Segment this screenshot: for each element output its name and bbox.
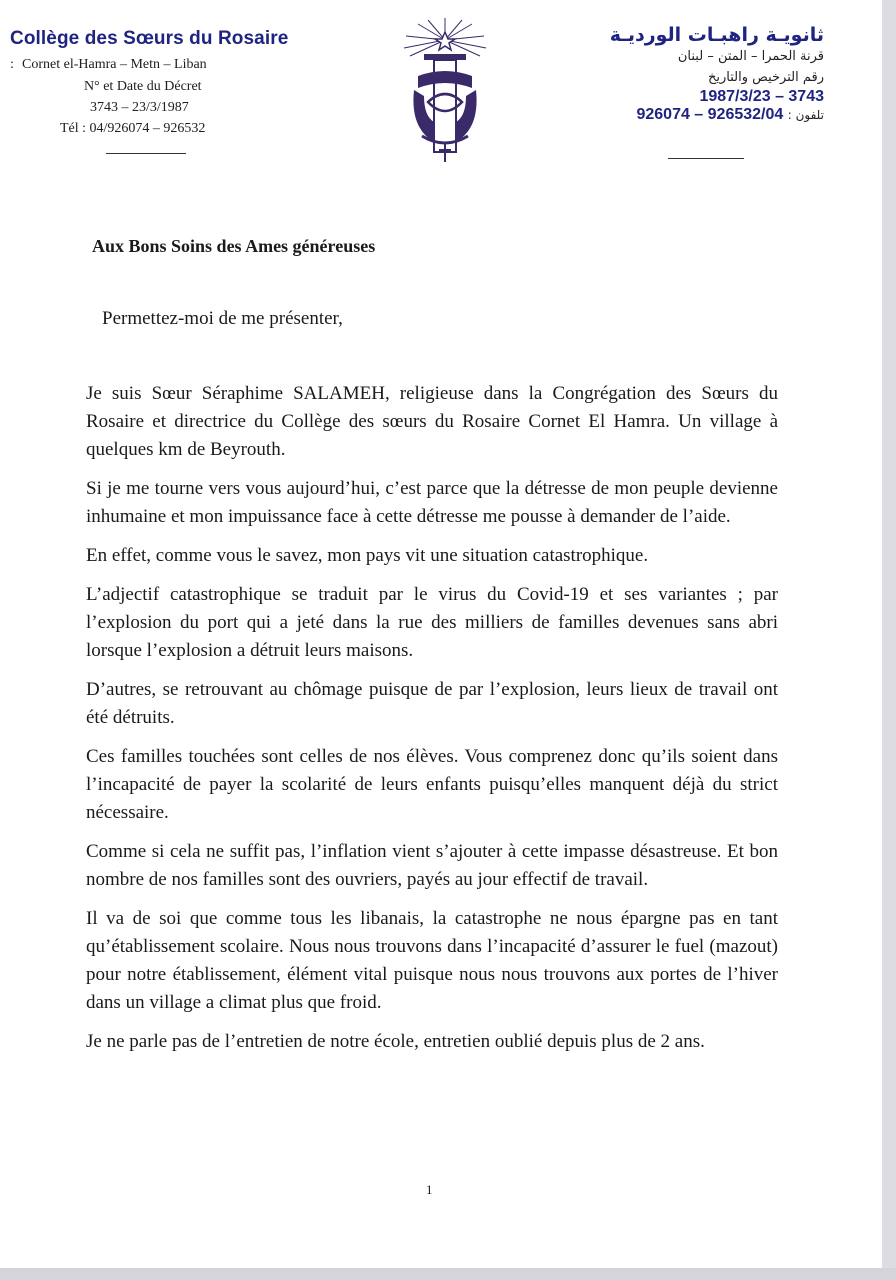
paragraph: Il va de soi que comme tous les libanais, la catastrophe ne nous épargne pas en tant qu’établissement scolaire. Nous nous trouvons dans l’incapacité d’assurer le fuel (mazout) pour notre établissement, élément vital puisque nous nous trouvons aux portes de l’hiver dans un village a climat plus que froid. bbox=[86, 908, 778, 1013]
paragraph: Je suis Sœur Séraphime SALAMEH, religieuse dans la Congrégation des Sœurs du Rosaire et directrice du Collège des sœurs du Rosaire Cornet El Hamra. Un village à quelques km de Beyrouth. bbox=[86, 383, 778, 460]
decree-label: N° et Date du Décret bbox=[84, 79, 202, 94]
decree-label-ar: رقم الترخيص والتاريخ bbox=[708, 70, 824, 85]
school-address-ar: قرنة الحمرا – المتن – لبنان bbox=[677, 49, 824, 64]
page-number: 1 bbox=[426, 1182, 433, 1197]
header-right bbox=[524, 24, 824, 124]
decree-number-ar: 1987/3/23 – 3743 bbox=[699, 88, 824, 105]
header-divider-right bbox=[668, 158, 744, 159]
paragraph: D’autres, se retrouvant au chômage puisque de par l’explosion, leurs lieux de travail ont été détruits. bbox=[86, 679, 778, 728]
rosary-crest-icon bbox=[398, 16, 492, 164]
header-divider-left bbox=[106, 153, 186, 154]
school-address: Cornet el-Hamra – Metn – Liban bbox=[22, 57, 207, 72]
school-name: Collège des Sœurs du Rosaire bbox=[10, 28, 289, 49]
paragraph: Je ne parle pas de l’entretien de notre école, entretien oublié depuis plus de 2 ans. bbox=[86, 1031, 705, 1052]
school-phone: Tél : 04/926074 – 926532 bbox=[60, 121, 206, 136]
paragraph: L’adjectif catastrophique se traduit par le virus du Covid-19 et ses variantes ; par l’explosion du port qui a jeté dans la rue des milliers de familles devenues sans abri lorsque l’explosion a détruit leurs maisons. bbox=[86, 584, 778, 661]
school-phone-ar bbox=[524, 106, 824, 124]
paragraph: Ces familles touchées sont celles de nos élèves. Vous comprenez donc qu’ils soient dans l’incapacité de payer la scolarité de leurs enfants puisqu’elles manquent déjà du strict nécessaire. bbox=[86, 746, 778, 823]
phone-label-ar: تلفون : bbox=[787, 108, 824, 122]
page-bottom-shadow bbox=[0, 1268, 896, 1280]
paragraph: En effet, comme vous le savez, mon pays vit une situation catastrophique. bbox=[86, 545, 649, 566]
phone-number-ar: 926074 – 926532/04 bbox=[636, 106, 784, 123]
decree-number: 3743 – 23/3/1987 bbox=[90, 100, 189, 115]
paragraph: Comme si cela ne suffit pas, l’inflation vient s’ajouter à cette impasse désastreuse. Et bon nombre de nos familles sont des ouvriers, payés au jour effectif de travail. bbox=[86, 841, 778, 890]
letter-salutation: Permettez-moi de me présenter, bbox=[102, 308, 343, 329]
address-marker: : bbox=[10, 57, 14, 72]
letter-addressee: Aux Bons Soins des Ames généreuses bbox=[92, 236, 376, 256]
paragraph: Si je me tourne vers vous aujourd’hui, c’est parce que la détresse de mon peuple devienne inhumaine et mon impuissance face à cette détresse me pousse à demander de l’aide. bbox=[86, 478, 778, 527]
header-left bbox=[10, 28, 330, 136]
page-edge-shadow bbox=[882, 0, 896, 1280]
letter-body bbox=[86, 380, 778, 1067]
school-name-ar: ثانويـة راهبـات الورديـة bbox=[609, 24, 824, 46]
